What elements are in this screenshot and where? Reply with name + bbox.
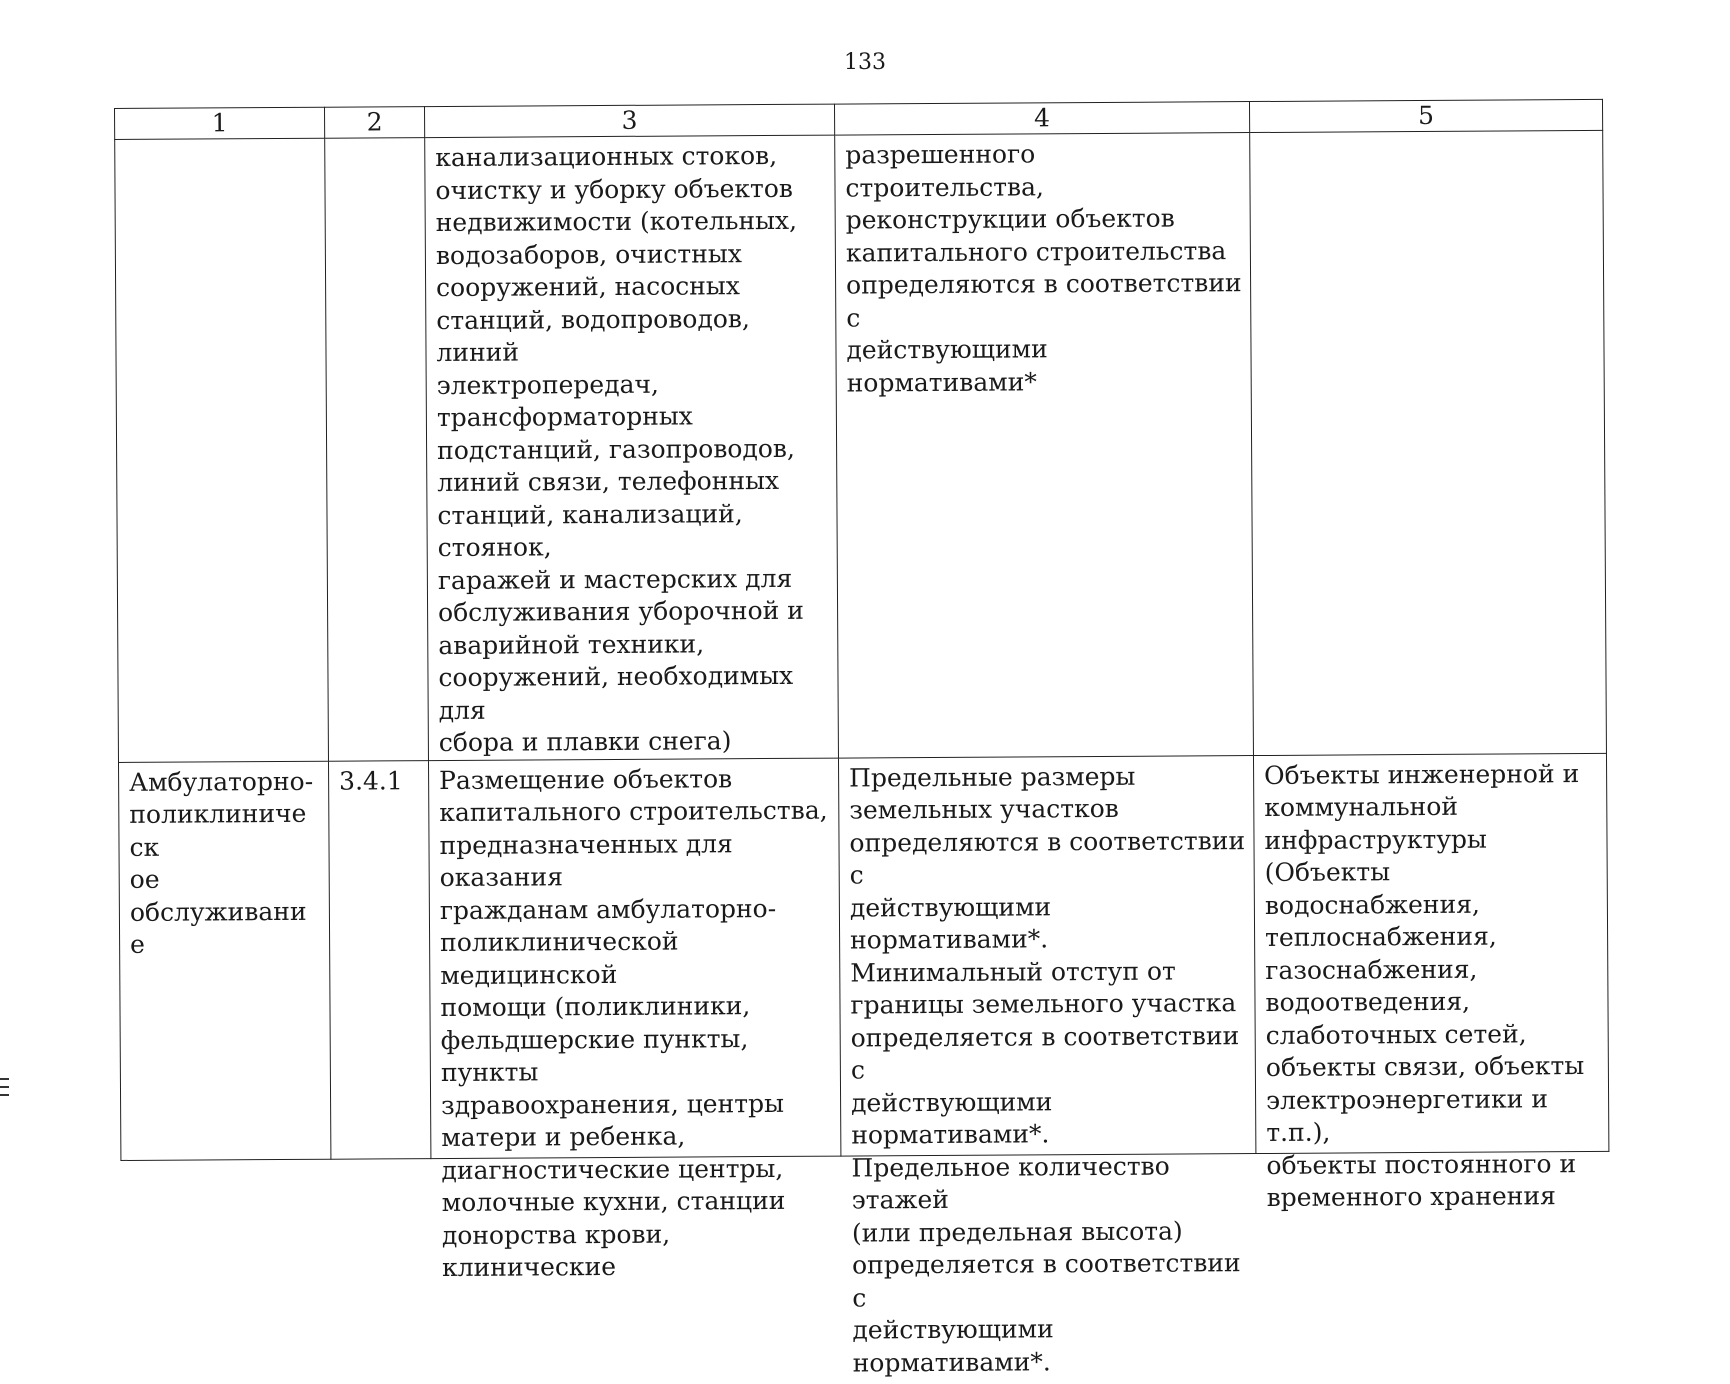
description-cell: канализационных стоков, очистку и уборку объектов недвижимости (котельных, водозаборов, очистных сооружений, насосных станций, водопроводов, линий электропередач, трансформаторных подстанций, газопроводов, линий связи, телефонных станций, канализаций, стоянок, гаражей и мастерских для обслуживания уборочной и аварийной техники, сооружений, необходимых для сбора и плавки снега) xyxy=(425,135,839,760)
margin-mark xyxy=(0,1078,9,1096)
parameters-cell: разрешенного строительства, реконструкции объектов капитального строительства определяются в соответствии с действующими нормативами* xyxy=(835,133,1254,758)
use-type-cell xyxy=(115,138,329,762)
parameters-cell: Предельные размеры земельных участков определяются в соответствии с действующими нормативами*. Минимальный отступ от границы земельного участка определяется в соответствии с действующими нормативами*. Предельное количество этажей (или предельная высота) определяется в соответствии с действующими нормативами*. xyxy=(838,755,1255,1156)
page-number: 133 xyxy=(844,50,886,75)
use-type-cell: Амбулаторно- поликлиническ ое обслуживание xyxy=(118,761,330,1160)
table-row xyxy=(115,130,1607,762)
auxiliary-uses-cell xyxy=(1250,130,1607,755)
column-header-1: 1 xyxy=(115,107,325,139)
column-header-2: 2 xyxy=(324,107,424,139)
code-cell xyxy=(325,138,429,761)
column-header-3: 3 xyxy=(424,104,834,138)
column-header-4: 4 xyxy=(834,102,1249,136)
code-cell: 3.4.1 xyxy=(328,760,430,1159)
land-use-table xyxy=(114,99,1609,1378)
column-header-5: 5 xyxy=(1249,99,1602,132)
table-row xyxy=(118,753,1608,1160)
auxiliary-uses-cell: Объекты инженерной и коммунальной инфраструктуры (Объекты водоснабжения, теплоснабжения, газоснабжения, водоотведения, слаботочных сетей, объекты связи, объекты электроэнергетики и т.п.), объекты постоянного и временного хранения xyxy=(1253,753,1608,1153)
description-cell: Размещение объектов капитального строительства, предназначенных для оказания гражданам амбулаторно- поликлинической медицинской помощи (поликлиники, фельдшерские пункты, пункты здравоохранения, центры матери и ребенка, диагностические центры, молочные кухни, станции донорства крови, клинические xyxy=(428,758,840,1158)
